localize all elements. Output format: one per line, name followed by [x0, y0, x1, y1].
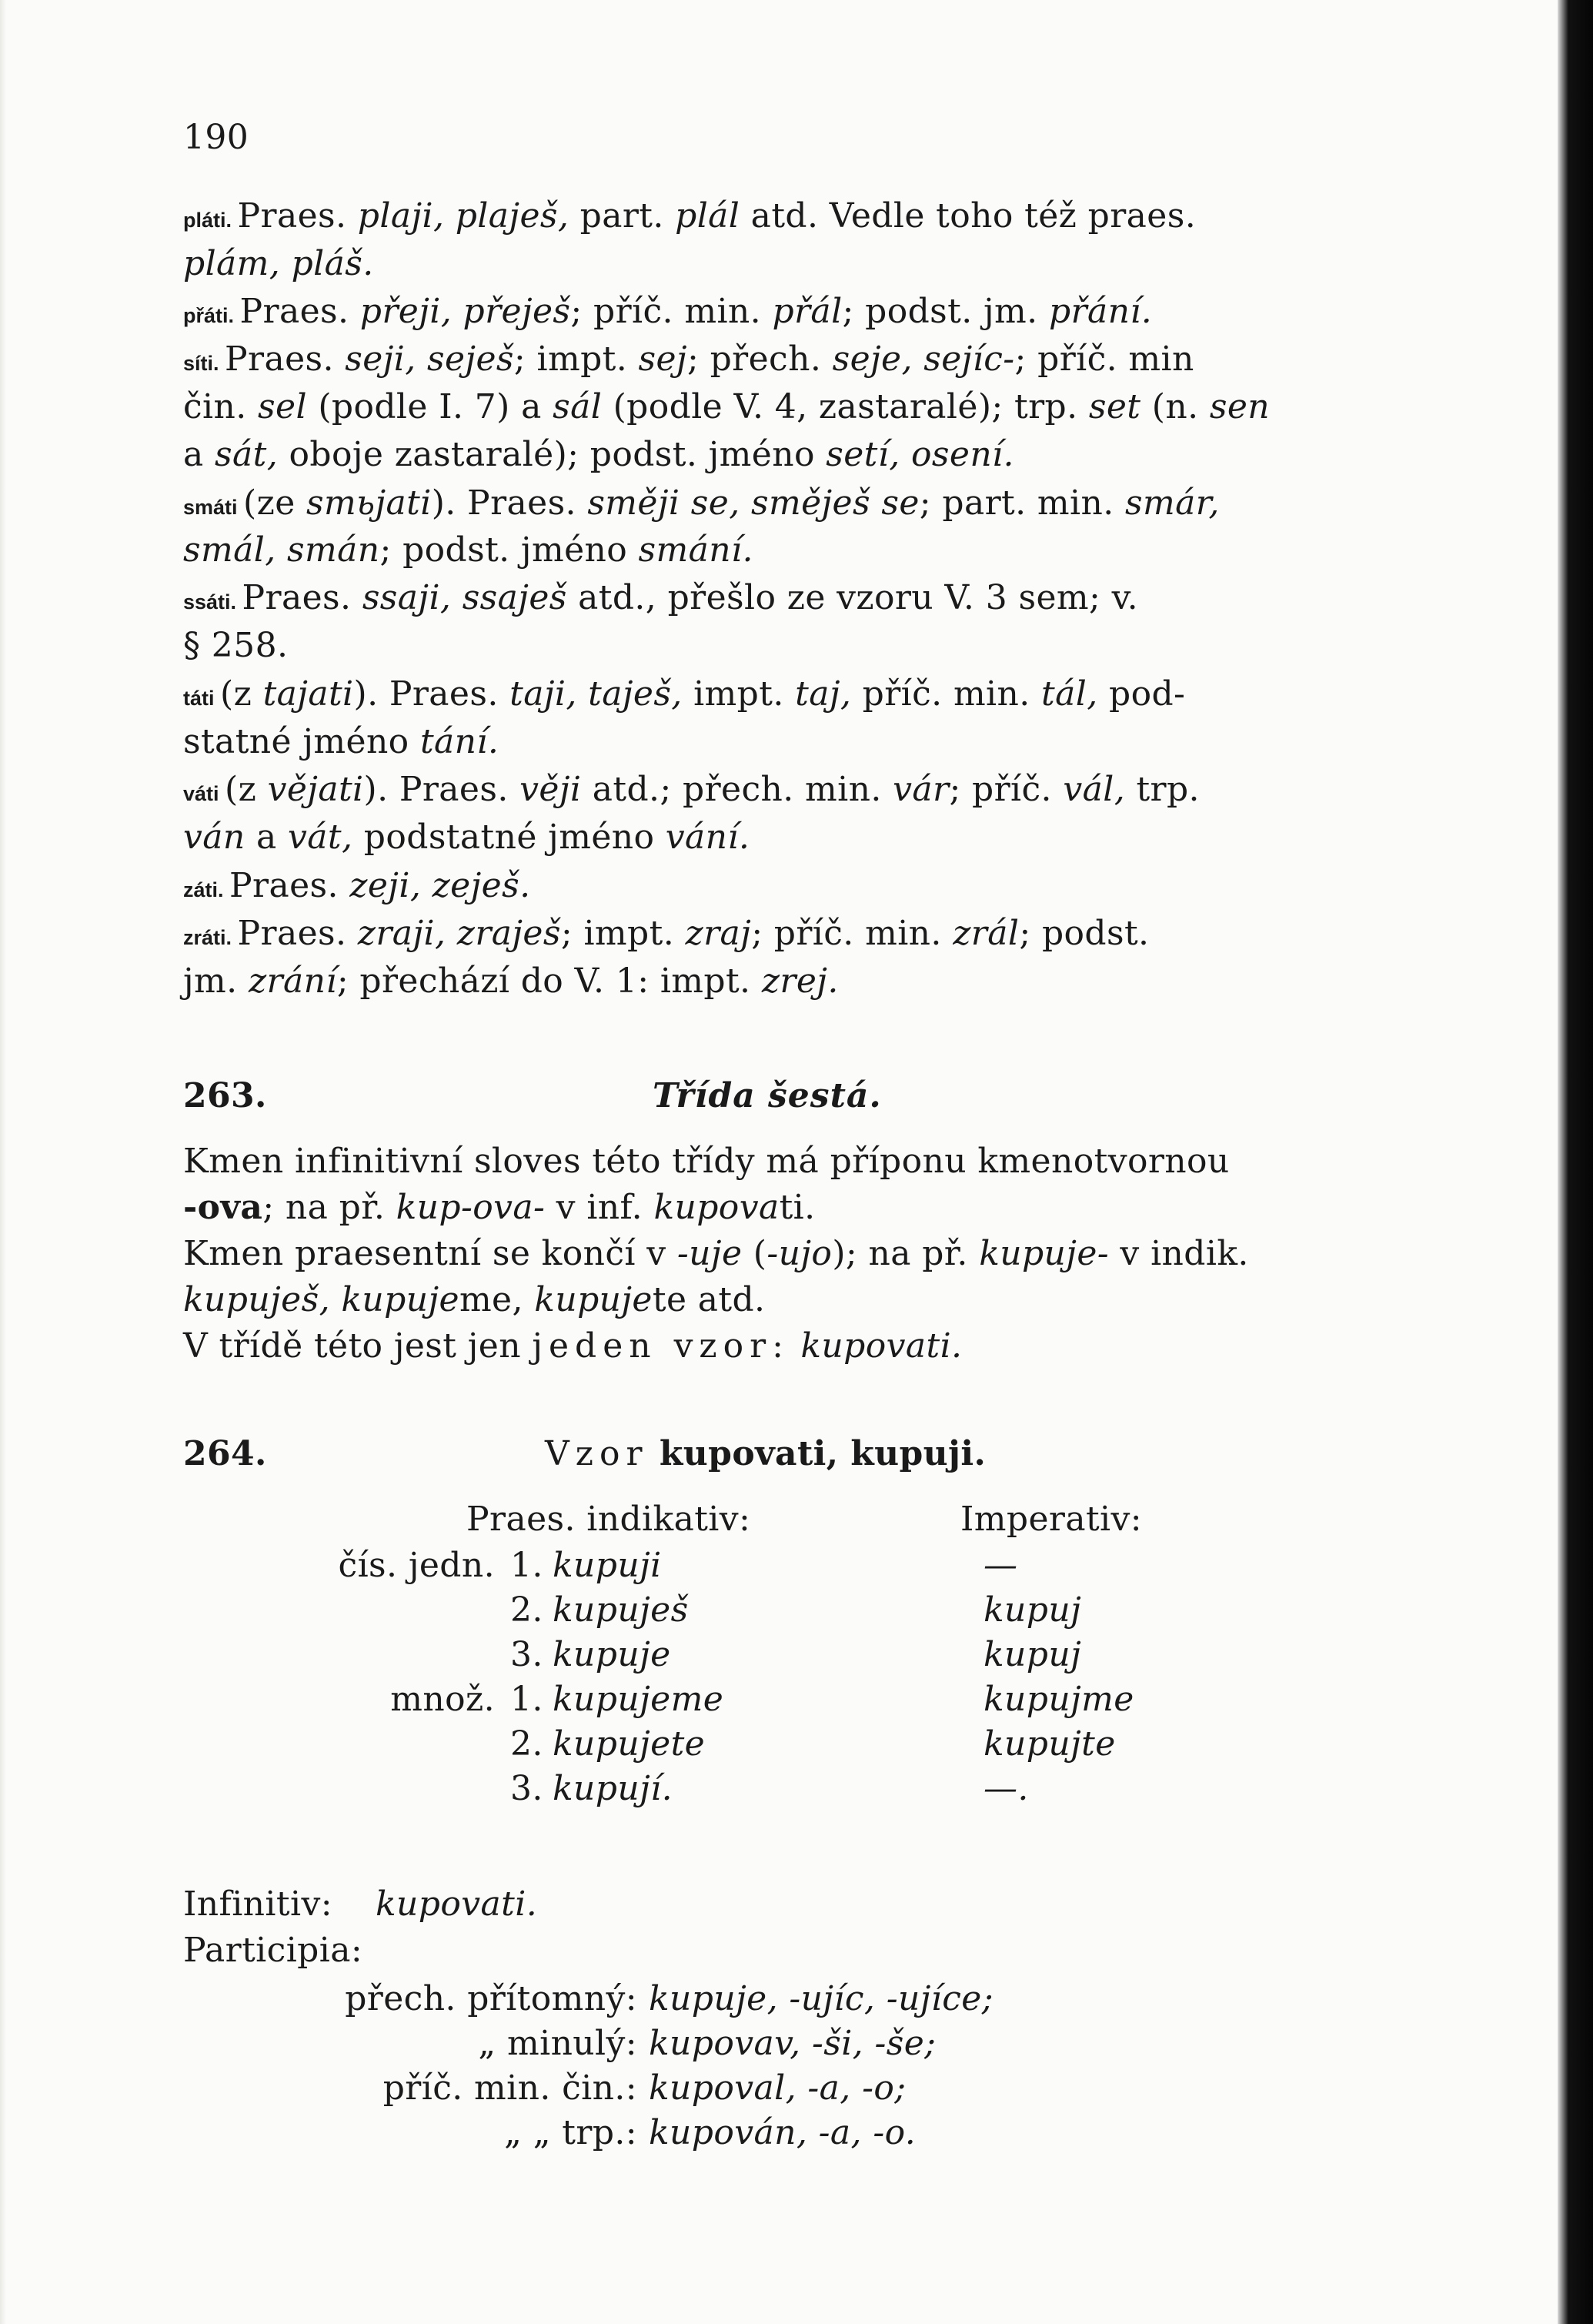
italic-run: tál,	[1041, 674, 1098, 714]
text-run: statné jméno	[183, 722, 420, 761]
text-run: ). Praes.	[431, 483, 588, 523]
italic-run: zraji, zraješ	[357, 914, 561, 953]
entry-tati-line	[183, 720, 499, 764]
entry-headword: pláti.	[183, 209, 238, 232]
title-prefix: Vzor	[545, 1434, 649, 1473]
section-263-title: Třída šestá.	[653, 1076, 882, 1115]
text-run: ; podst. jm.	[842, 292, 1049, 331]
text-run: jm.	[183, 961, 249, 1001]
text-run: atd., přešlo ze vzoru V. 3 sem; v.	[566, 578, 1139, 617]
imperative-form: —.	[984, 1769, 1029, 1808]
italic-run: setí, osení.	[826, 435, 1014, 474]
imperative-form: kupuj	[984, 1590, 1082, 1630]
italic-run: plál	[675, 196, 740, 236]
italic-run: přání.	[1048, 292, 1153, 331]
row-number: 3.	[510, 1635, 543, 1674]
entry-vati-line	[183, 815, 750, 860]
text-run: me,	[459, 1280, 535, 1319]
indicative-form: kupuješ	[553, 1590, 689, 1630]
italic-run: sát,	[215, 435, 279, 474]
text-run: impt.	[682, 674, 796, 714]
entry-siti-line	[183, 433, 1014, 477]
italic-run: zeji, zeješ.	[349, 866, 531, 905]
row-label: čís. jedn.	[338, 1546, 495, 1585]
text-run: ; příč.	[949, 770, 1064, 809]
italic-run: seje, sejíc-	[832, 339, 1015, 379]
italic-run: -uje	[676, 1234, 743, 1273]
text-run: a	[183, 435, 215, 474]
text-run: Praes.	[229, 866, 350, 905]
text-run: trp.	[1125, 770, 1200, 809]
italic-run: sel	[258, 387, 307, 426]
text-run: a	[245, 818, 289, 857]
entry-prati-line	[183, 289, 1152, 338]
entry-siti-line	[183, 385, 1270, 430]
italic-run: sál	[553, 387, 603, 426]
italic-run: kupova	[653, 1188, 780, 1227]
italic-run: přeji, přeješ	[359, 292, 571, 331]
participle-label: „ minulý:	[478, 2024, 637, 2063]
italic-run: vár	[893, 770, 950, 809]
indicative-form: kupujete	[553, 1724, 706, 1764]
entry-smati-line	[183, 481, 1220, 530]
section-264-number: 264.	[183, 1434, 267, 1473]
italic-run: vát,	[288, 818, 353, 857]
italic-run: seji, seješ	[345, 339, 514, 379]
text-run: v indik.	[1109, 1234, 1249, 1273]
col-head-imperative: Imperativ:	[960, 1500, 1143, 1539]
italic-run: sen	[1209, 387, 1271, 426]
entry-headword: táti	[183, 687, 221, 710]
page-number: 190	[183, 118, 249, 157]
text-run: čin.	[183, 387, 259, 426]
imperative-form: kupujte	[984, 1724, 1116, 1764]
text-run: ti.	[779, 1188, 816, 1227]
text-run: ); na př.	[832, 1234, 980, 1273]
italic-run: taj,	[795, 674, 852, 714]
italic-run: vání.	[665, 818, 750, 857]
text-run: (podle V. 4, zastaralé); trp.	[602, 387, 1089, 426]
italic-run: -ujo	[766, 1234, 833, 1273]
entry-zati-line	[183, 864, 530, 912]
entry-headword: ssáti.	[183, 590, 242, 614]
text-run: pod-	[1097, 674, 1186, 714]
indicative-form: kupuje	[553, 1635, 671, 1674]
text-run: ). Praes.	[363, 770, 520, 809]
row-number: 2.	[510, 1590, 543, 1630]
italic-run: kupuje-	[979, 1234, 1110, 1273]
text-run: § 258.	[183, 626, 289, 665]
entry-headword: přáti.	[183, 304, 240, 327]
entry-smati-line	[183, 528, 753, 573]
infinitive-value: kupovati.	[376, 1884, 538, 1924]
entry-ssati-line	[183, 624, 288, 668]
participles-label: Participia:	[183, 1931, 363, 1970]
italic-run: taji, taješ,	[509, 674, 683, 714]
indicative-form: kupuji	[553, 1546, 662, 1585]
italic-run: sej	[638, 339, 687, 379]
participle-label: příč. min. čin.:	[382, 2068, 637, 2108]
entry-siti-line	[183, 337, 1194, 386]
entry-vati-line	[183, 767, 1200, 816]
row-label: množ.	[390, 1680, 495, 1719]
entry-tati-line	[183, 672, 1185, 721]
section-264-title	[545, 1432, 986, 1476]
last-line-italic: kupovati.	[800, 1326, 963, 1366]
text-run: ; podst.	[1019, 914, 1150, 953]
text-run: ). Praes.	[353, 674, 510, 714]
entry-headword: smáti	[183, 496, 244, 519]
italic-run: plaji, plaješ,	[357, 196, 569, 236]
section-263-number: 263.	[183, 1076, 267, 1115]
italic-run: věјati	[267, 770, 364, 809]
indicative-form: kupujeme	[553, 1680, 724, 1719]
text-run: (n.	[1140, 387, 1210, 426]
text-run: příč. min.	[851, 674, 1042, 714]
entry-plati-line	[183, 242, 374, 286]
italic-run: zrání	[248, 961, 337, 1001]
text-run: ; příč. min.	[570, 292, 773, 331]
imperative-form: kupuj	[984, 1635, 1082, 1674]
scan-right-edge	[1558, 0, 1593, 2324]
text-run: (z	[225, 770, 268, 809]
infinitive-label: Infinitiv:	[183, 1884, 332, 1924]
text-run: atd.; přech. min.	[581, 770, 893, 809]
italic-run: smál, smán	[183, 530, 380, 570]
italic-run: smár,	[1124, 483, 1220, 523]
text-run: atd. Vedle toho též praes.	[740, 196, 1197, 236]
italic-run: kup-ova-	[396, 1188, 546, 1227]
italic-run: směji se, směješ se	[587, 483, 920, 523]
participle-label: přech. přítomný:	[345, 1979, 637, 2018]
italic-run: přál	[772, 292, 843, 331]
italic-run: set	[1088, 387, 1141, 426]
text-run: Praes.	[225, 339, 346, 379]
text-run: ; podst. jméno	[379, 530, 639, 570]
italic-run: tání.	[419, 722, 499, 761]
bold-run: -ova	[183, 1188, 263, 1227]
italic-run: zrej.	[761, 961, 839, 1001]
text-run: ; part. min.	[919, 483, 1125, 523]
italic-run: smání.	[638, 530, 753, 570]
participle-value: kupovav, -ši, -še;	[649, 2024, 937, 2063]
italic-run: vál,	[1063, 770, 1126, 809]
entry-zrati-line	[183, 911, 1149, 960]
last-line-prefix: V třídě této jest jen	[183, 1326, 533, 1366]
text-run: Praes.	[239, 292, 360, 331]
text-run: Praes.	[237, 914, 358, 953]
entry-headword: váti	[183, 782, 225, 805]
paragraph-line	[183, 1278, 765, 1323]
text-run: Praes.	[242, 578, 362, 617]
last-line-spaced: jeden vzor:	[532, 1326, 790, 1366]
text-run: oboje zastaralé); podst. jméno	[278, 435, 827, 474]
indicative-form: kupují.	[553, 1769, 673, 1808]
paragraph-line	[183, 1139, 1230, 1184]
italic-run: zraj	[685, 914, 752, 953]
entry-zrati-line	[183, 959, 839, 1004]
text-run: Kmen infinitivní sloves této třídy má příponu kmenotvornou	[183, 1142, 1230, 1181]
italic-run: zrál	[953, 914, 1020, 953]
text-run: ; impt.	[560, 914, 686, 953]
text-run: v inf.	[545, 1188, 654, 1227]
text-run: ; impt.	[513, 339, 639, 379]
text-run: ; přech.	[686, 339, 833, 379]
row-number: 1.	[510, 1546, 543, 1585]
text-run: Kmen praesentní se končí v	[183, 1234, 677, 1273]
title-bold: kupovati, kupuji.	[659, 1434, 987, 1473]
text-run: (ze	[243, 483, 307, 523]
text-run: (z	[220, 674, 263, 714]
imperative-form: kupujme	[984, 1680, 1134, 1719]
text-run: ; přechází do V. 1: impt.	[336, 961, 762, 1001]
text-run: te atd.	[652, 1280, 766, 1319]
participle-value: kupoval, -a, -o;	[649, 2068, 907, 2108]
text-run: Praes.	[237, 196, 358, 236]
participle-value: kupován, -a, -o.	[649, 2113, 917, 2152]
row-number: 1.	[510, 1680, 543, 1719]
text-run: podstatné jméno	[352, 818, 666, 857]
section-263-last-line	[183, 1324, 962, 1369]
entry-headword: zráti.	[183, 926, 238, 949]
text-run: ; na př.	[262, 1188, 396, 1227]
page-left-edge	[0, 0, 6, 2324]
entry-plati-line	[183, 194, 1196, 242]
row-number: 3.	[510, 1769, 543, 1808]
imperative-form: —	[984, 1546, 1018, 1585]
text-run: part.	[569, 196, 676, 236]
text-run: (podle I. 7) a	[306, 387, 553, 426]
text-run: ; příč. min	[1014, 339, 1194, 379]
entry-headword: síti.	[183, 352, 225, 375]
italic-run: kupuješ, kupuje	[183, 1280, 459, 1319]
italic-run: věji	[519, 770, 582, 809]
entry-headword: záti.	[183, 878, 230, 901]
italic-run: plám, pláš.	[183, 244, 374, 283]
row-number: 2.	[510, 1724, 543, 1764]
text-run: ; příč. min.	[751, 914, 953, 953]
paragraph-line	[183, 1232, 1249, 1276]
italic-run: tajati	[262, 674, 354, 714]
paragraph-line	[183, 1185, 816, 1230]
participle-value: kupuje, -ujíc, -ujíce;	[649, 1979, 994, 2018]
italic-run: smьjati	[306, 483, 432, 523]
italic-run: ssaji, ssaješ	[362, 578, 567, 617]
italic-run: kupuje	[534, 1280, 653, 1319]
entry-ssati-line	[183, 576, 1138, 624]
participle-label: „ „ trp.:	[504, 2113, 637, 2152]
col-head-indicative: Praes. indikativ:	[466, 1500, 751, 1539]
text-run: (	[742, 1234, 767, 1273]
italic-run: ván	[183, 818, 245, 857]
